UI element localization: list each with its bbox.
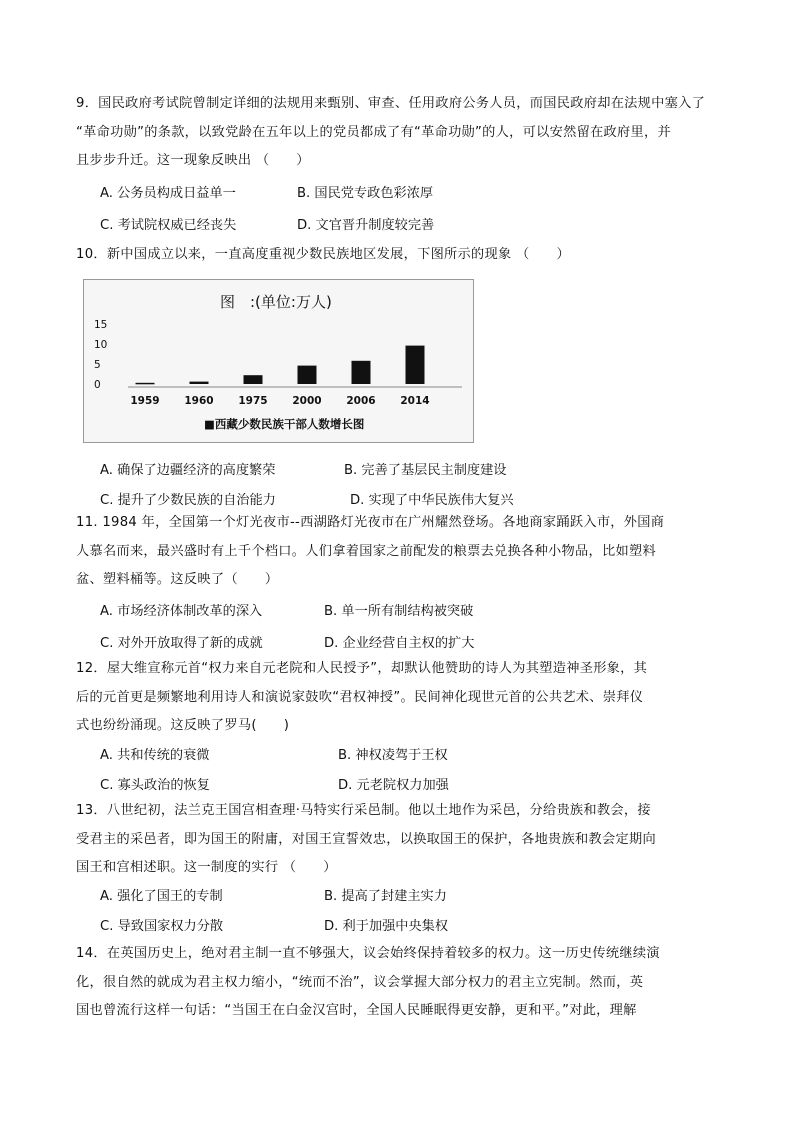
q13-option-c[interactable]: C. 导致国家权力分散	[100, 919, 224, 934]
q14-line3: 国也曾流行这样一句话：“当国王在白金汉宫时，全国人民睡眠得更安静，更和平。”对此，理解	[76, 1003, 637, 1018]
q13-line3: 国王和宫相述职。这一制度的实行 （ ）	[76, 860, 337, 875]
q10-option-d[interactable]: D. 实现了中华民族伟大复兴	[350, 493, 514, 508]
q9-option-d[interactable]: D. 文官晋升制度较完善	[297, 218, 435, 233]
q13-option-a[interactable]: A. 强化了国王的专制	[100, 889, 223, 904]
y-tick-label: 15	[94, 319, 108, 331]
q11-option-d[interactable]: D. 企业经营自主权的扩大	[324, 636, 475, 651]
q9-option-a[interactable]: A. 公务员构成日益单一	[100, 186, 236, 201]
bars	[136, 346, 425, 385]
q13-line1: 13．八世纪初，法兰克王国宫相查理·马特实行采邑制。他以土地作为采邑，分给贵族和教会，接	[76, 803, 651, 818]
q11-line3: 盆、塑料桶等。这反映了（ ）	[76, 572, 279, 587]
q13-option-d[interactable]: D. 利于加强中央集权	[324, 919, 449, 934]
q12-line3: 式也纷纷涌现。这反映了罗马( )	[76, 718, 290, 733]
q9-line1: 9．国民政府考试院曾制定详细的法规用来甄别、审查、任用政府公务人员，而国民政府却在法规中塞入了	[76, 96, 706, 111]
question-14	[76, 940, 726, 1026]
y-tick-label: 0	[94, 379, 101, 391]
q11-line2: 人慕名而来，最兴盛时有上千个档口。人们拿着国家之前配发的粮票去兑换各种小物品，比如塑料	[76, 543, 656, 559]
q9-line2: “革命功勋”的条款，以致党龄在五年以上的党员都成了有“革命功勋”的人，可以安然留在政府里，并	[76, 124, 671, 140]
q14-line2: 化，很自然的就成为君主权力缩小，“统而不治”，议会掌握大部分权力的君主立宪制。然而，英	[76, 974, 644, 990]
y-tick-label: 5	[94, 359, 101, 371]
x-tick-label: 1960	[184, 395, 214, 407]
bar-1975	[244, 375, 263, 384]
bar-2014	[406, 346, 425, 384]
x-tick-label: 1959	[130, 395, 160, 407]
y-axis	[94, 319, 107, 391]
chart-legend: ■西藏少数民族干部人数增长图	[204, 417, 365, 431]
x-axis-labels	[130, 395, 429, 407]
q9-line3: 且步步升迁。这一现象反映出 （ ）	[76, 153, 310, 168]
q9-option-b[interactable]: B. 国民党专政色彩浓厚	[297, 186, 434, 201]
q12-option-b[interactable]: B. 神权凌驾于王权	[338, 748, 448, 763]
x-tick-label: 2000	[292, 395, 322, 407]
q10-option-b[interactable]: B. 完善了基层民主制度建设	[344, 463, 507, 478]
q12-option-d[interactable]: D. 元老院权力加强	[338, 778, 449, 793]
q12-line2: 后的元首更是频繁地利用诗人和演说家鼓吹“君权神授”。民间神化现世元首的公共艺术、崇拜仪	[76, 689, 644, 705]
x-tick-label: 2014	[400, 395, 430, 407]
bar-2006	[352, 361, 371, 384]
q14-line1: 14．在英国历史上，绝对君主制一直不够强大，议会始终保持着较多的权力。这一历史传统继续演	[76, 946, 660, 961]
q11-option-c[interactable]: C. 对外开放取得了新的成就	[100, 636, 263, 651]
bar-chart-figure	[83, 279, 474, 443]
bar-2000	[298, 366, 317, 384]
x-tick-label: 1975	[238, 395, 268, 407]
q12-option-a[interactable]: A. 共和传统的衰微	[100, 748, 210, 763]
question-11	[76, 509, 726, 595]
q11-option-b[interactable]: B. 单一所有制结构被突破	[324, 604, 474, 619]
q13-option-b[interactable]: B. 提高了封建主实力	[324, 889, 447, 904]
q13-line2: 受君主的采邑者，即为国王的附庸，对国王宣誓效忠，以换取国王的保护，各地贵族和教会定期向	[76, 831, 656, 847]
q10-option-a[interactable]: A. 确保了边疆经济的高度繁荣	[100, 463, 276, 478]
q11-option-a[interactable]: A. 市场经济体制改革的深入	[100, 604, 263, 619]
x-tick-label: 2006	[346, 395, 376, 407]
q12-option-c[interactable]: C. 寡头政治的恢复	[100, 778, 210, 793]
question-12	[76, 655, 726, 741]
bar-1960	[190, 382, 209, 384]
bar-chart	[84, 280, 473, 442]
q12-line1: 12．屋大维宣称元首“权力来自元老院和人民授予”，却默认他赞助的诗人为其塑造神圣形象，其	[76, 661, 648, 676]
q10-line1: 10．新中国成立以来，一直高度重视少数民族地区发展，下图所示的现象 （ ）	[76, 247, 570, 262]
chart-title: 图 :(单位:万人)	[220, 293, 332, 311]
y-tick-label: 10	[94, 339, 108, 351]
q9-option-c[interactable]: C. 考试院权威已经丧失	[100, 218, 237, 233]
question-9	[76, 90, 726, 176]
q10-option-c[interactable]: C. 提升了少数民族的自治能力	[100, 493, 276, 508]
bar-1959	[136, 383, 155, 385]
q11-line1: 11. 1984 年，全国第一个灯光夜市--西湖路灯光夜市在广州耀然登场。各地商家踊跃入市，外国商	[76, 515, 665, 530]
question-10	[76, 241, 726, 270]
question-13	[76, 797, 726, 883]
